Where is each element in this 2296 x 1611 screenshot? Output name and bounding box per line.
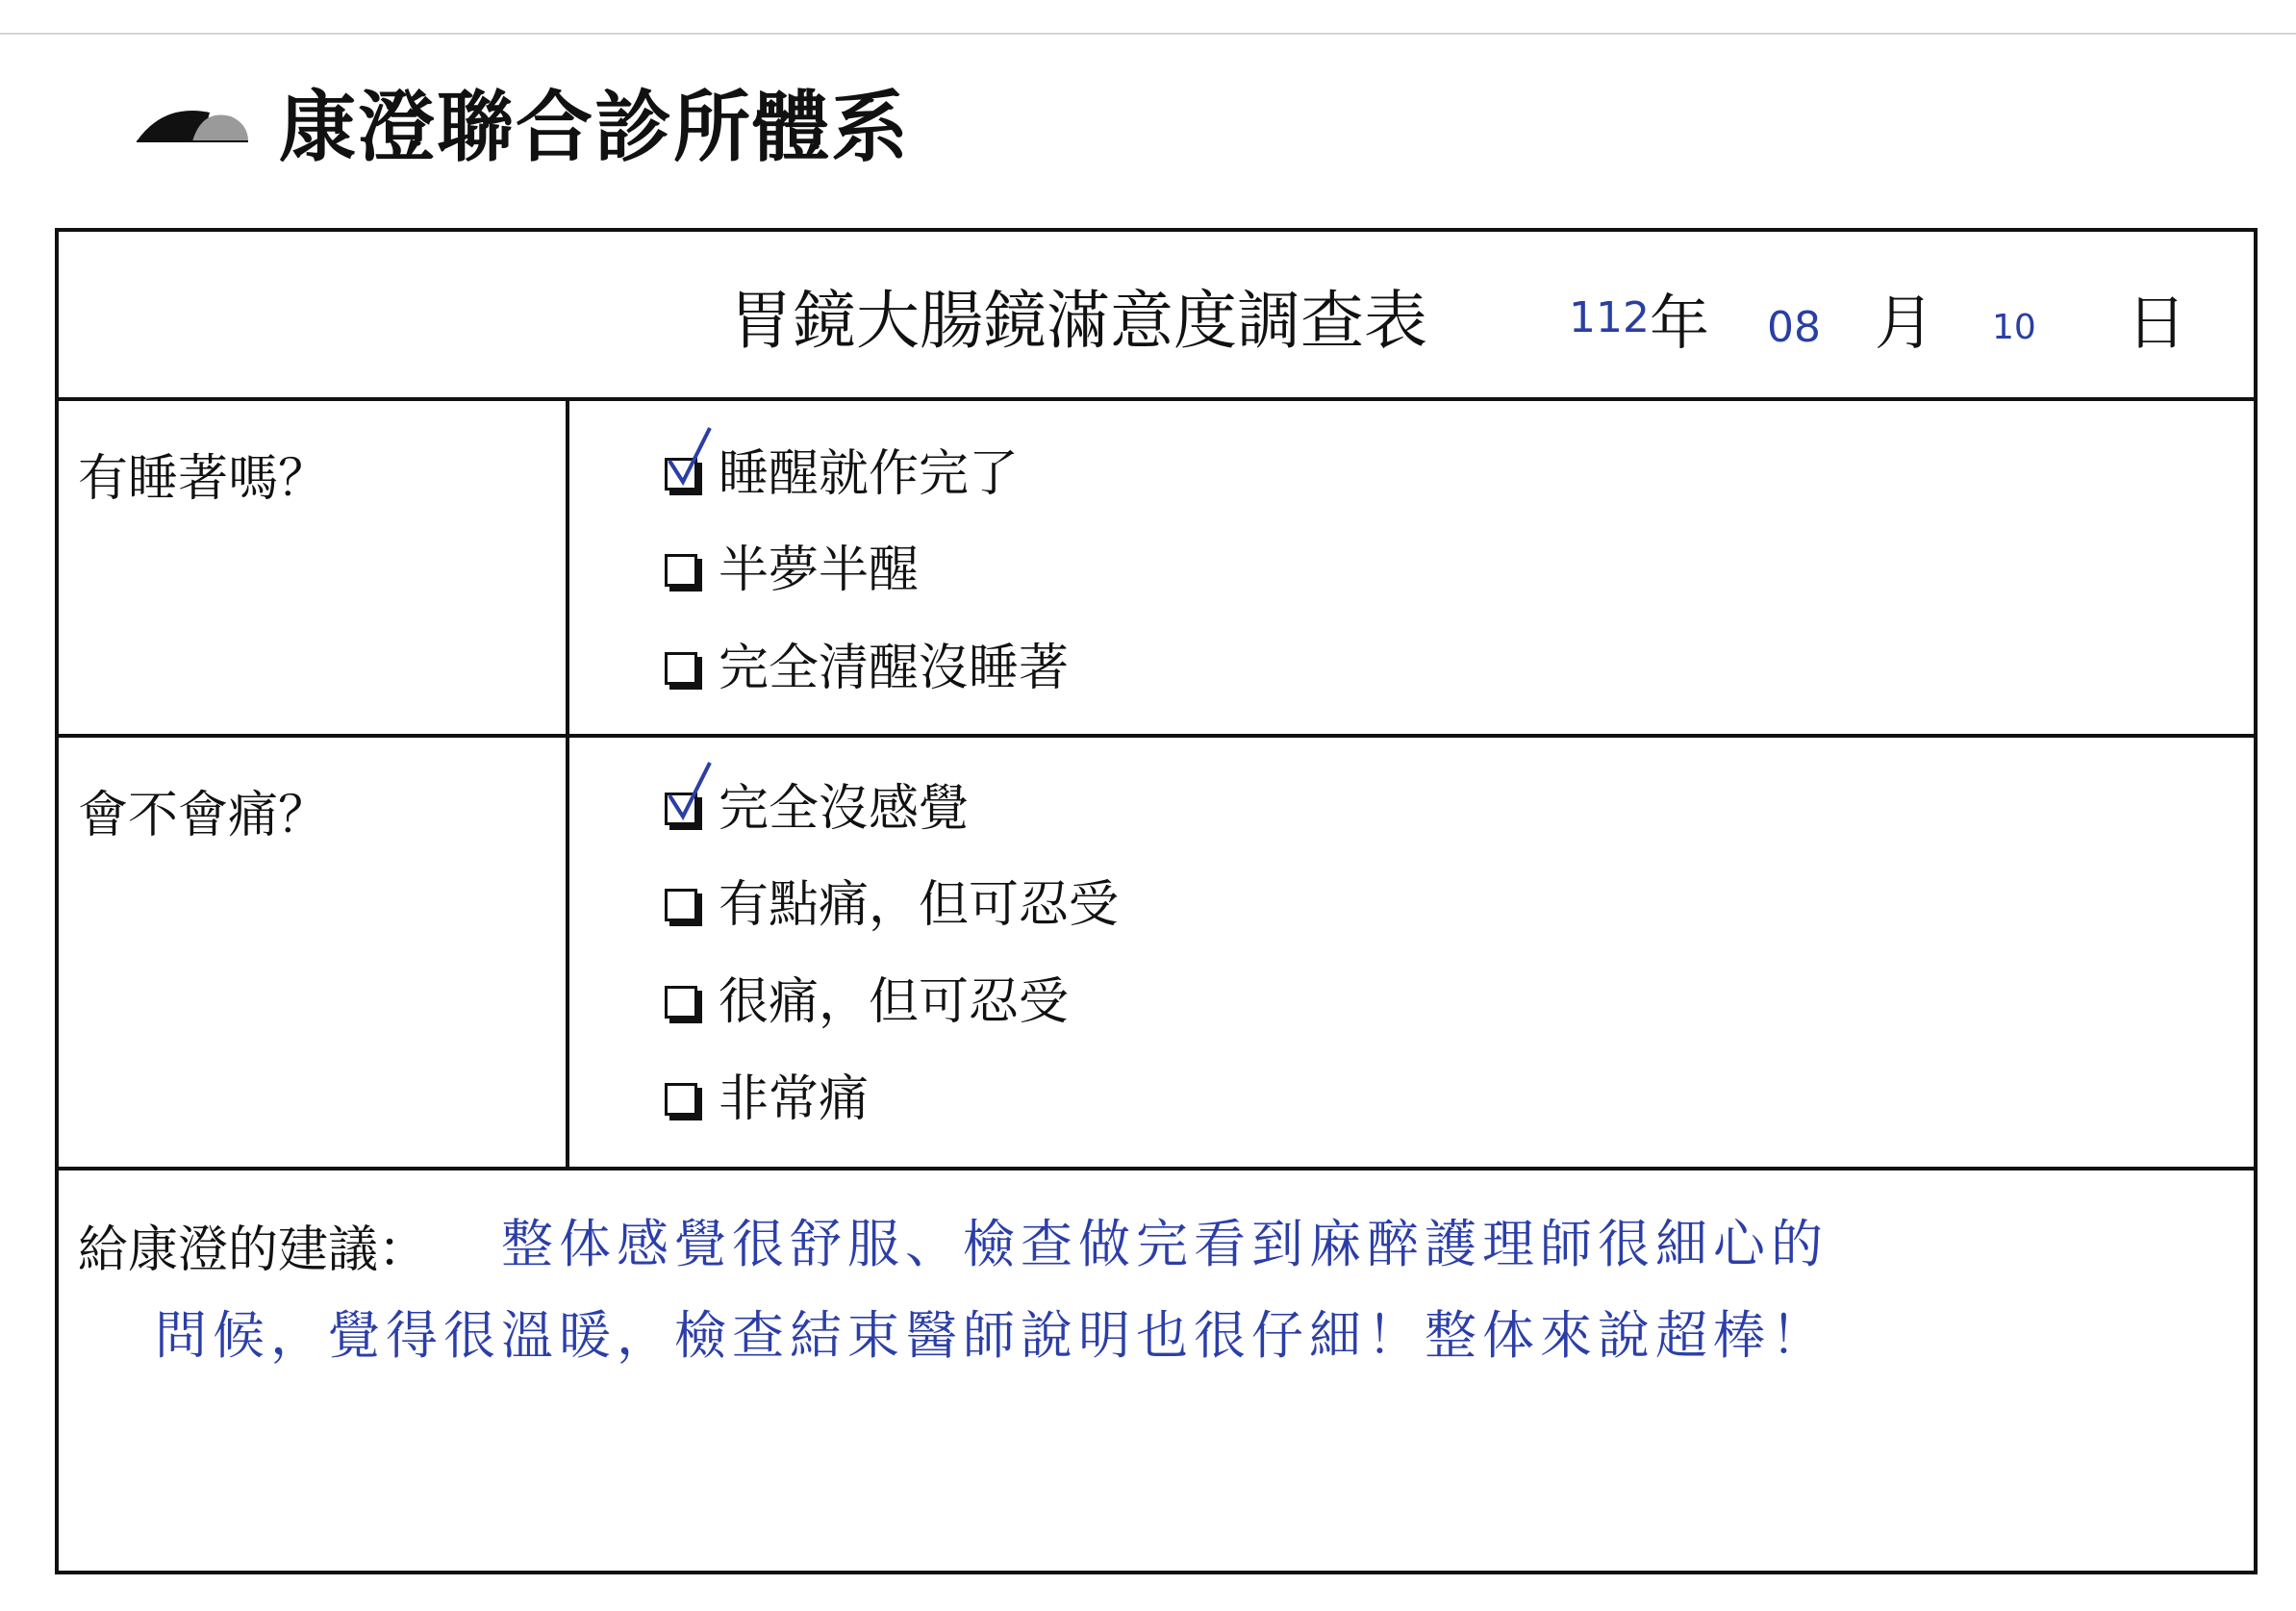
date-day-label: 日 bbox=[2127, 288, 2187, 358]
suggestion-section bbox=[59, 1170, 2254, 1571]
clinic-logo-icon bbox=[135, 99, 250, 157]
option-pain-4[interactable] bbox=[665, 1070, 869, 1128]
date-year-value: 112 bbox=[1569, 293, 1650, 342]
survey-form bbox=[55, 228, 2258, 1574]
document-header bbox=[135, 85, 910, 171]
option-label: 半夢半醒 bbox=[719, 541, 920, 599]
column-divider bbox=[566, 738, 569, 1167]
option-label: 完全沒感覺 bbox=[719, 780, 970, 838]
checkbox[interactable] bbox=[665, 458, 697, 491]
option-pain-2[interactable] bbox=[665, 876, 1119, 934]
option-label: 睡醒就作完了 bbox=[719, 445, 1020, 503]
column-divider bbox=[566, 401, 569, 734]
option-pain-1[interactable] bbox=[665, 780, 969, 838]
suggestion-label: 給康澄的建議： bbox=[78, 1221, 429, 1279]
date-month-label: 月 bbox=[1875, 288, 1935, 358]
option-sleep-1[interactable] bbox=[665, 445, 1019, 503]
checkbox[interactable] bbox=[665, 793, 697, 825]
clinic-name: 康澄聯合診所體系 bbox=[279, 83, 910, 172]
question-sleep: 有睡著嗎？ bbox=[78, 450, 329, 508]
checkmark-icon bbox=[664, 422, 718, 499]
option-label: 完全清醒沒睡著 bbox=[719, 640, 1070, 697]
option-sleep-2[interactable] bbox=[665, 541, 919, 599]
checkbox[interactable] bbox=[665, 554, 697, 587]
option-sleep-3[interactable] bbox=[665, 640, 1069, 697]
checkbox[interactable] bbox=[665, 986, 697, 1019]
date-month-value: 08 bbox=[1767, 303, 1821, 352]
checkbox[interactable] bbox=[665, 652, 697, 685]
checkmark-icon bbox=[664, 757, 718, 834]
form-title: 胃鏡大腸鏡滿意度調查表 bbox=[729, 284, 1427, 358]
question-row-pain bbox=[59, 738, 2254, 1170]
option-pain-3[interactable] bbox=[665, 973, 1069, 1031]
date-year-label: 年 bbox=[1650, 288, 1710, 358]
option-label: 非常痛 bbox=[719, 1070, 870, 1128]
checkbox[interactable] bbox=[665, 889, 697, 921]
suggestion-text-line-1: 整体感覺很舒服、檢查做完看到麻醉護理師很細心的 bbox=[501, 1214, 1829, 1274]
question-row-sleep bbox=[59, 401, 2254, 738]
checkbox[interactable] bbox=[665, 1083, 697, 1116]
suggestion-text-line-2: 問候，覺得很溫暖，檢查結束醫師說明也很仔細！整体來說超棒！ bbox=[155, 1305, 1829, 1366]
title-row bbox=[59, 232, 2254, 401]
date-day-value: 10 bbox=[1992, 308, 2036, 347]
question-pain: 會不會痛？ bbox=[78, 787, 329, 844]
scan-top-line bbox=[0, 33, 2296, 35]
option-label: 有點痛，但可忍受 bbox=[719, 876, 1120, 934]
option-label: 很痛，但可忍受 bbox=[719, 973, 1070, 1031]
